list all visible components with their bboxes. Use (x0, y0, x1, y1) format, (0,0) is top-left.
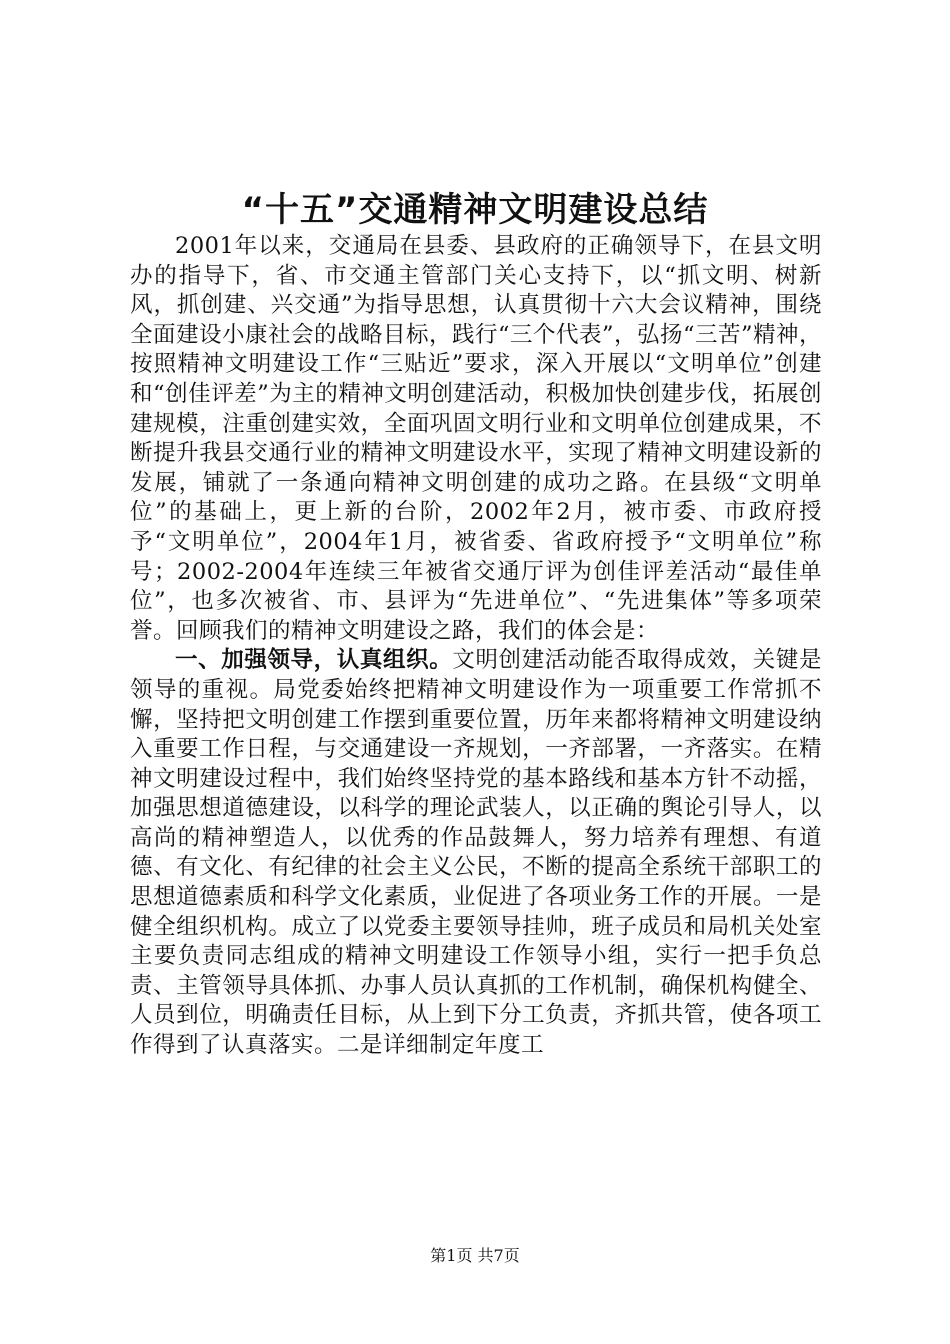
page-number-footer: 第1页 共7页 (430, 1246, 520, 1265)
document-body (130, 232, 822, 1061)
paragraph-section-1 (130, 646, 822, 1060)
document-title: “十五”交通精神文明建设总结 (241, 190, 709, 230)
section-1-heading: 一、加强领导，认真组织。 (175, 647, 453, 674)
paragraph-intro (130, 232, 822, 646)
section-1-text: 文明创建活动能否取得成效，关键是领导的重视。局党委始终把精神文明建设作为一项重要工作常抓不懈，坚持把文明创建工作摆到重要位置，历年来都将精神文明建设纳入重要工作日程，与交通建设一齐规划，一齐部署，一齐落实。在精神文明建设过程中，我们始终坚持党的基本路线和基本方针不动摇，加强思想道德建设，以科学的理论武装人，以正确的舆论引导人，以高尚的精神塑造人，以优秀的作品鼓舞人，努力培养有理想、有道德、有文化、有纪律的社会主义公民，不断的提高全系统干部职工的思想道德素质和科学文化素质，业促进了各项业务工作的开展。一是健全组织机构。成立了以党委主要领导挂帅，班子成员和局机关处室主要负责同志组成的精神文明建设工作领导小组，实行一把手负总责、主管领导具体抓、办事人员认真抓的工作机制，确保机构健全、人员到位，明确责任目标，从上到下分工负责，齐抓共管，使各项工作得到了认真落实。二是详细制定年度工 (130, 647, 822, 1059)
paragraph-intro-text: 2001年以来，交通局在县委、县政府的正确领导下，在县文明办的指导下，省、市交通主管部门关心支持下，以“抓文明、树新风，抓创建、兴交通”为指导思想，认真贯彻十六大会议精神，围绕全面建设小康社会的战略目标，践行“三个代表”，弘扬“三苦”精神，按照精神文明建设工作“三贴近”要求，深入开展以“文明单位”创建和“创佳评差”为主的精神文明创建活动，积极加快创建步伐，拓展创建规模，注重创建实效，全面巩固文明行业和文明单位创建成果，不断提升我县交通行业的精神文明建设水平，实现了精神文明建设新的发展，铺就了一条通向精神文明创建的成功之路。在县级“文明单位”的基础上，更上新的台阶，2002年2月，被市委、市政府授予“文明单位”，2004年1月，被省委、省政府授予“文明单位”称号；2002-2004年连续三年被省交通厅评为创佳评差活动“最佳单位”，也多次被省、市、县评为“先进单位”、“先进集体”等多项荣誉。回顾我们的精神文明建设之路，我们的体会是： (130, 233, 823, 644)
